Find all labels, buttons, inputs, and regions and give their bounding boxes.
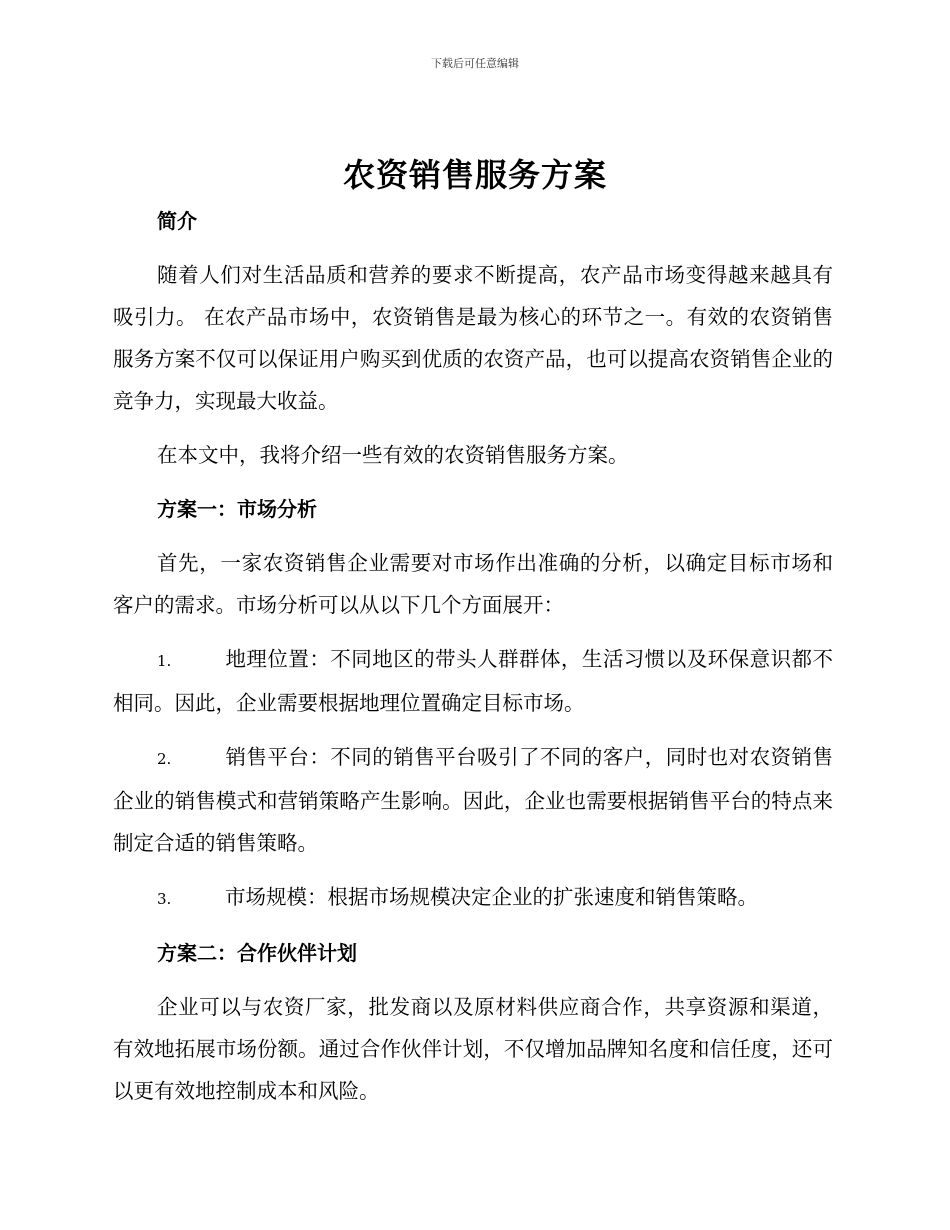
list-item — [113, 876, 833, 920]
header-note: 下载后可任意编辑 — [431, 57, 519, 70]
list-item-number: 3. — [157, 890, 172, 908]
list-item-text: 销售平台：不同的销售平台吸引了不同的客户，同时也对农资销售企业的销售模式和营销策略产生影响。因此，企业也需要根据销售平台的特点来制定合适的销售策略。 — [113, 745, 833, 855]
plan2-paragraph-1: 企业可以与农资厂家，批发商以及原材料供应商合作，共享资源和渠道，有效地拓展市场份额。通过合作伙伴计划，不仅增加品牌知名度和信任度，还可以更有效地控制成本和风险。 — [113, 995, 833, 1103]
plan1-heading: 方案一：市场分析 — [157, 497, 317, 521]
list-item-text: 市场规模：根据市场规模决定企业的扩张速度和销售策略。 — [225, 885, 758, 909]
intro-heading: 简介 — [157, 209, 197, 233]
list-item-number: 2. — [157, 750, 172, 768]
document-body — [113, 200, 833, 1112]
plan1-paragraph-1: 首先，一家农资销售企业需要对市场作出准确的分析，以确定目标市场和客户的需求。市场分析可以从以下几个方面展开： — [113, 551, 833, 617]
list-item-number: 1. — [157, 652, 172, 670]
list-item — [113, 736, 833, 864]
list-item — [113, 638, 833, 724]
intro-paragraph-1: 随着人们对生活品质和营养的要求不断提高，农产品市场变得越来越具有吸引力。 在农产品市场中，农资销售是最为核心的环节之一。有效的农资销售服务方案不仅可以保证用户购买到优质的农资产品，也可以提高农资销售企业的竞争力，实现最大收益。 — [113, 263, 833, 413]
plan2-heading: 方案二：合作伙伴计划 — [157, 941, 357, 965]
intro-paragraph-2: 在本文中，我将介绍一些有效的农资销售服务方案。 — [157, 443, 629, 467]
list-item-text: 地理位置：不同地区的带头人群群体，生活习惯以及环保意识都不相同。因此，企业需要根据地理位置确定目标市场。 — [113, 647, 833, 715]
document-title: 农资销售服务方案 — [342, 156, 607, 194]
